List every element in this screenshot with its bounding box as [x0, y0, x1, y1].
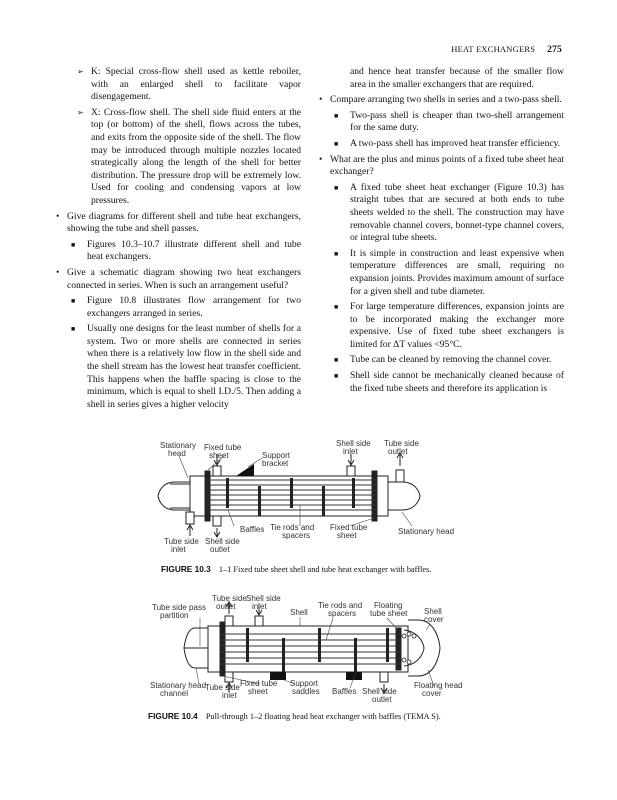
- right-column: [318, 66, 564, 398]
- fig4-label-support-saddles: saddles: [292, 687, 320, 696]
- fig4-label-tie-rods: Tie rods and: [318, 601, 363, 610]
- fig4-label-shell-cover: cover: [424, 615, 444, 624]
- round-bullet-icon: •: [319, 94, 323, 106]
- answer-item: ■ Two-pass shell is cheaper than two-shell arrangement for the same duty.: [334, 109, 564, 134]
- fig3-label-tie-rods: Tie rods and: [270, 523, 315, 532]
- fig4-label-shell: Shell: [290, 608, 308, 617]
- page-number: 275: [547, 45, 562, 55]
- fig3-label-tube-side-outlet: Tube side: [384, 439, 419, 448]
- answer-item: ■ Shell side cannot be mechanically cleaned because of the fixed tube sheets and therefore its application is: [334, 370, 564, 394]
- square-bullet-icon: ■: [334, 139, 339, 148]
- fig4-label-fixed-tube-sheet: sheet: [248, 687, 268, 696]
- fig4-label-shell-side-outlet: Shell side: [362, 687, 397, 696]
- fig4-label-shell-side-inlet: Shell side: [246, 594, 281, 603]
- fig4-label-floating-tube-sheet: Floating: [374, 601, 403, 610]
- fig3-label-shell-side-outlet: outlet: [210, 545, 230, 554]
- figure-10-4-caption: FIGURE 10.4 Pull-through 1–2 floating head heat exchanger with baffles (TEMA S).: [148, 711, 441, 721]
- fig3-label-stationary-head: Stationary head: [398, 527, 455, 536]
- fig4-label-tube-side-outlet: outlet: [216, 602, 236, 611]
- fig3-label-fixed-tube-sheet: Fixed tube: [330, 523, 368, 532]
- fig4-label-tube-side-inlet: inlet: [222, 691, 237, 700]
- fig4-label-floating-head-cover: cover: [422, 689, 442, 698]
- fig4-label-tube-side-pass-partition: partition: [160, 611, 189, 620]
- list-item: ➢ X: Cross-flow shell. The shell side fluid enters at the top (or bottom) of the shell, flows across the tubes, and exits from the opposite side of the shell. The flow may be introduced through multiple nozzles located strategically along the length of the shell for better distribution. The pressure drop will be extremely low. Used for cooling and condensing vapors at low pressures.: [77, 106, 301, 206]
- square-bullet-icon: ■: [71, 297, 76, 306]
- running-title: HEAT EXCHANGERS: [451, 44, 536, 54]
- question-item: • What are the plus and minus points of a fixed tube sheet heat exchanger?: [319, 153, 564, 178]
- answer-item: ■ Figures 10.3–10.7 illustrate different shell and tube heat exchangers.: [71, 238, 301, 263]
- answer-item: ■ It is simple in construction and least expensive when temperature differences are small, requiring no expansion joints. Provides maximum amount of surface for a given shell and tube diameter.: [334, 247, 564, 297]
- round-bullet-icon: •: [56, 210, 60, 222]
- arrow-bullet-icon: ➢: [77, 107, 84, 117]
- answer-item: ■ Figure 10.8 illustrates flow arrangement for two exchangers arranged in series.: [71, 295, 301, 319]
- answer-item: ■ A two-pass shell has improved heat transfer efficiency.: [334, 137, 561, 149]
- fig3-label-tube-side-inlet: Tube side: [164, 537, 199, 546]
- fig4-label-tie-rods: spacers: [328, 609, 357, 618]
- fig4-label-shell-side-outlet: outlet: [372, 695, 392, 704]
- fig3-label-tube-side-inlet: inlet: [171, 545, 186, 554]
- fig4-label-tube-side-pass-partition: Tube side pass: [152, 603, 206, 612]
- fig3-label-support-bracket: Support: [262, 451, 291, 460]
- fig4-label-baffles: Baffles: [332, 687, 357, 696]
- left-column: [55, 66, 301, 414]
- fig3-label-baffles: Baffles: [240, 525, 265, 534]
- round-bullet-icon: •: [319, 153, 323, 165]
- answer-item: ■ A fixed tube sheet heat exchanger (Figure 10.3) has straight tubes that are secured at both ends to tube sheets welded to the shell. The construction may have removable channel covers, bonnet-type channel covers, or integral tube sheets.: [334, 181, 564, 244]
- running-header: [451, 44, 562, 55]
- fig3-label-support-bracket: bracket: [262, 459, 289, 468]
- answer-item: ■ For large temperature differences, expansion joints are to be incorporated making the exchanger more expensive. Use of fixed tube sheet exchangers is limited for ΔT values <95°C.: [334, 301, 564, 350]
- fig4-label-fixed-tube-sheet: Fixed tube: [240, 679, 278, 688]
- fig4-label-stationary-head-channel: Stationary head: [150, 681, 207, 690]
- square-bullet-icon: ■: [334, 249, 339, 258]
- square-bullet-icon: ■: [71, 240, 76, 249]
- square-bullet-icon: ■: [334, 356, 339, 365]
- square-bullet-icon: ■: [334, 303, 339, 312]
- fig4-label-floating-tube-sheet: tube sheet: [370, 609, 408, 618]
- fig3-label-shell-side-inlet: Shell side: [336, 439, 371, 448]
- square-bullet-icon: ■: [334, 372, 339, 381]
- fig4-label-tube-side-outlet: Tube side: [212, 594, 247, 603]
- fig4-label-shell-side-inlet: inlet: [252, 602, 267, 611]
- fig3-label-tube-side-outlet: outlet: [388, 447, 408, 456]
- arrow-bullet-icon: ➢: [77, 67, 84, 76]
- fig3-label-tie-rods: spacers: [282, 531, 311, 540]
- square-bullet-icon: ■: [71, 325, 76, 334]
- fig3-label-stationary-head: Stationary: [160, 441, 197, 450]
- figure-10-4-diagram: [0, 588, 617, 708]
- fig4-label-stationary-head-channel: channel: [160, 689, 189, 698]
- answer-item: ■ Tube can be cleaned by removing the channel cover.: [334, 354, 552, 366]
- question-item: • Give diagrams for different shell and tube heat exchangers, showing the tube and shell passes.: [56, 210, 301, 235]
- answer-item: ■ Usually one designs for the least number of shells for a system. Two or more shells are connected in series when there is a relatively low flow in the shell side and the shell stream has the lowest heat transfer coefficient. This happens when the baffle spacing is close to the minimum, which is equal to shell I.D./5. Then adding a shell in series gives a higher velocity: [71, 323, 301, 410]
- fig3-label-shell-side-inlet: inlet: [343, 447, 358, 456]
- fig3-label-fixed-tube-sheet: sheet: [337, 531, 357, 540]
- fig4-label-tube-side-inlet: Tube side: [205, 683, 240, 692]
- fig3-label-fixed-tube-sheet: Fixed tube: [204, 443, 242, 452]
- figure-10-3-caption: FIGURE 10.3 1–1 Fixed tube sheet shell and tube heat exchanger with baffles.: [161, 564, 432, 574]
- question-item: • Compare arranging two shells in series and a two-pass shell.: [319, 94, 562, 106]
- list-item: ➢ K: Special cross-flow shell used as kettle reboiler, with an enlarged shell to facilitate vapor disengagement.: [77, 66, 301, 103]
- fig3-label-fixed-tube-sheet: sheet: [209, 451, 229, 460]
- square-bullet-icon: ■: [334, 111, 339, 120]
- round-bullet-icon: •: [56, 266, 60, 278]
- fig3-label-shell-side-outlet: Shell side: [205, 537, 240, 546]
- fig3-label-stationary-head: head: [168, 449, 186, 458]
- square-bullet-icon: ■: [334, 183, 339, 192]
- fig4-label-shell-cover: Shell: [424, 607, 442, 616]
- answer-continuation: and hence heat transfer because of the smaller flow area in the smaller exchangers that are required.: [350, 66, 564, 90]
- fig4-label-floating-head-cover: Floating head: [414, 681, 463, 690]
- question-item: • Give a schematic diagram showing two heat exchangers connected in series. When is such an arrangement useful?: [56, 266, 301, 291]
- fig4-label-support-saddles: Support: [290, 679, 319, 688]
